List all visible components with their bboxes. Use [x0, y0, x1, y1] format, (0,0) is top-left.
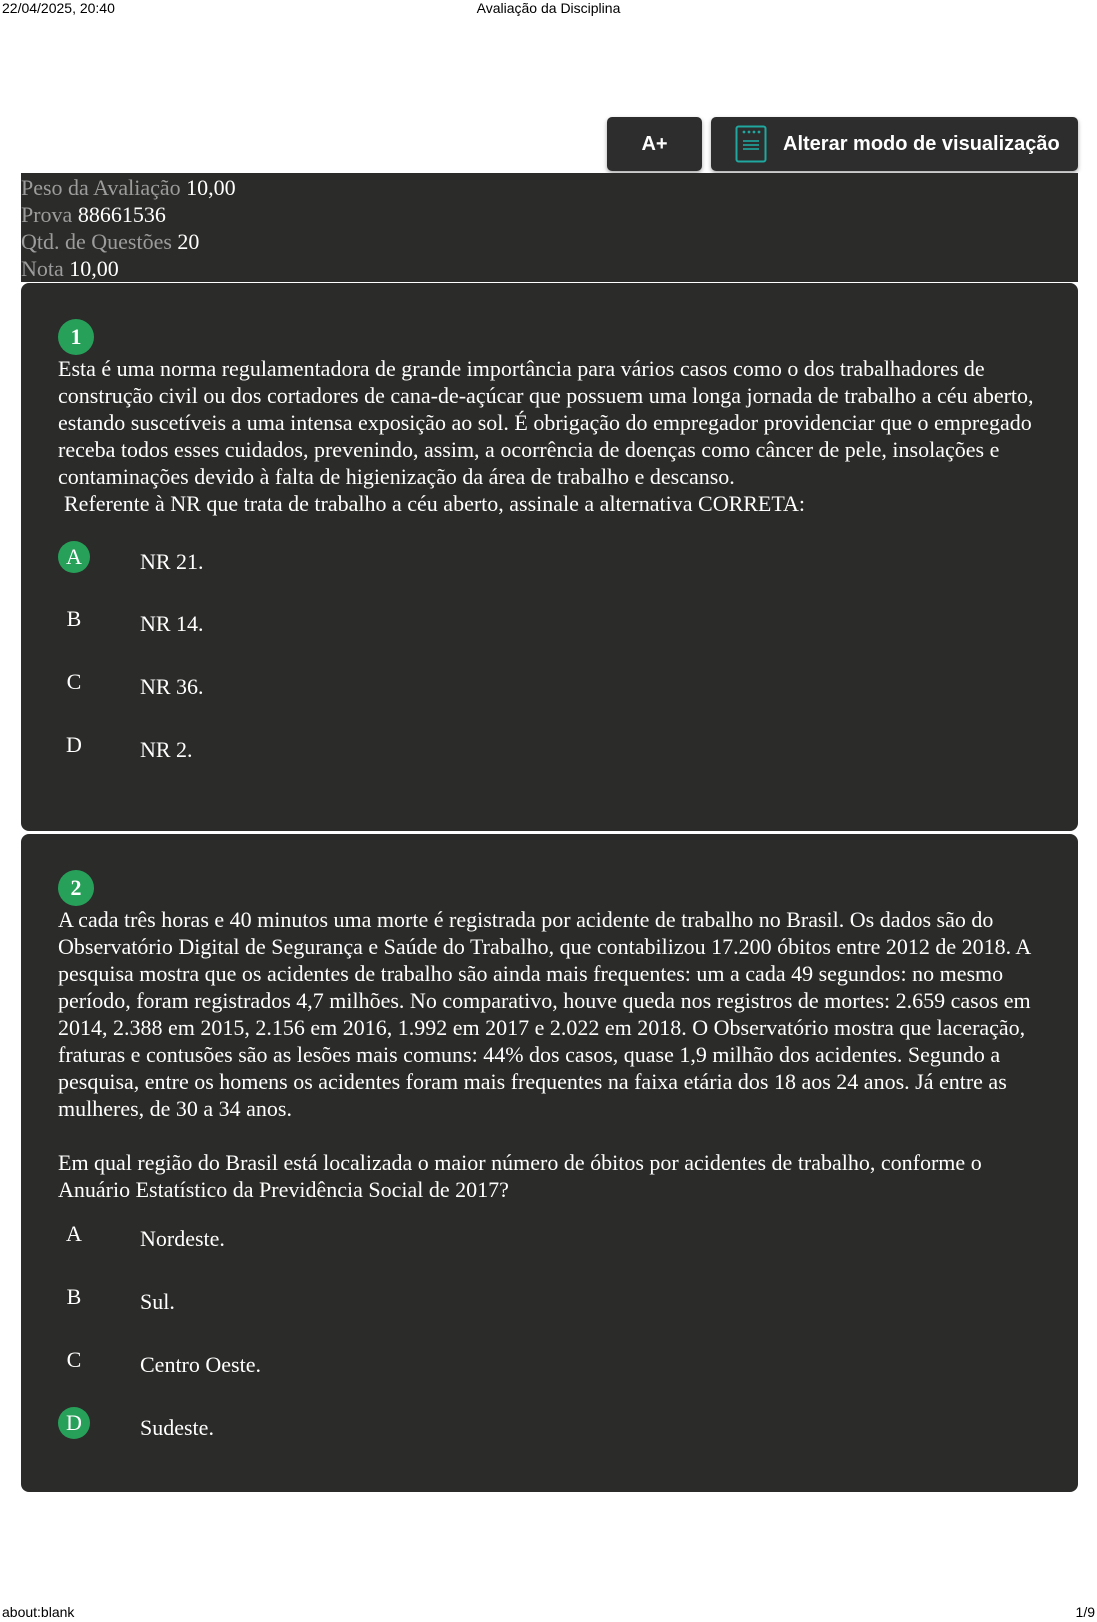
alternative-letter: C	[66, 669, 82, 694]
alternative-option[interactable]	[58, 1344, 1050, 1380]
question-prompt: Referente à NR que trata de trabalho a céu aberto, assinale a alternativa CORRETA:	[64, 491, 806, 516]
info-questions-label: Qtd. de Questões	[21, 229, 172, 254]
info-weight	[21, 174, 1078, 201]
print-header	[0, 0, 1097, 18]
question-statement: Esta é uma norma regulamentadora de grande importância para vários casos como o dos trabalhadores de construção civil ou dos cortadores de cana-de-açúcar que possuem uma longa jornada de trabalho a céu aberto, estando suscetíveis a uma intensa exposição ao sol. É obrigação do empregador providenciar que o empregado receba todos esses cuidados, prevenindo, assim, a ocorrência de doenças como câncer de pele, insolações e contaminações devido à falta de higienização da área de trabalho e descanso.	[58, 356, 1034, 489]
alternative-text: Sudeste.	[140, 1415, 214, 1440]
alternative-option[interactable]	[58, 541, 1050, 577]
print-footer	[0, 1604, 1097, 1622]
info-exam	[21, 201, 1078, 228]
alternative-option[interactable]	[58, 1281, 1050, 1317]
question-card	[21, 283, 1078, 831]
print-title: Avaliação da Disciplina	[476, 0, 621, 16]
alternative-letter: B	[66, 1284, 82, 1309]
exam-info-panel	[21, 173, 1078, 282]
info-exam-label: Prova	[21, 202, 73, 227]
question-number-badge: 1	[58, 319, 94, 355]
alternative-text: Centro Oeste.	[140, 1352, 261, 1377]
info-questions-value: 20	[177, 229, 200, 254]
info-grade	[21, 255, 1078, 282]
alternative-option[interactable]	[58, 729, 1050, 765]
increase-font-button[interactable]: A+	[607, 117, 702, 171]
alternative-option[interactable]	[58, 1218, 1050, 1254]
question-prompt: Em qual região do Brasil está localizada o maior número de óbitos por acidentes de trabalho, conforme o Anuário Estatístico da Previdência Social de 2017?	[58, 1150, 982, 1202]
alternative-option[interactable]	[58, 603, 1050, 639]
view-mode-label: Alterar modo de visualização	[783, 132, 1060, 155]
alternative-letter: B	[66, 606, 82, 631]
alternative-option[interactable]	[58, 1407, 1050, 1443]
view-mode-button[interactable]	[711, 117, 1078, 171]
alternative-text: Sul.	[140, 1289, 175, 1314]
alternative-letter: A	[66, 1221, 82, 1246]
alternative-text: NR 21.	[140, 549, 204, 574]
alternative-text: Nordeste.	[140, 1226, 225, 1251]
info-grade-value: 10,00	[69, 256, 119, 281]
info-weight-label: Peso da Avaliação	[21, 175, 181, 200]
question-statement: A cada três horas e 40 minutos uma morte é registrada por acidente de trabalho no Brasil. Os dados são do Observatório Digital de Segurança e Saúde do Trabalho, que contabilizou 17.200 óbitos entre 2012 de 2018. A pesquisa mostra que os acidentes de trabalho são ainda mais frequentes: um a cada 49 segundos: no mesmo período, foram registrados 4,7 milhões. No comparativo, houve queda nos registros de mortes: 2.659 casos em 2014, 2.388 em 2015, 2.156 em 2016, 1.992 em 2017 e 2.022 em 2018. O Observatório mostra que laceração, fraturas e contusões são as lesões mais comuns: 44% dos casos, quase 1,9 milhão dos acidentes. Segundo a pesquisa, entre os homens os acidentes foram mais frequentes na faixa etária dos 18 aos 24 anos. Já entre as mulheres, de 30 a 34 anos.	[58, 907, 1031, 1121]
question-card	[21, 834, 1078, 1492]
alternative-letter: D	[58, 1407, 90, 1439]
print-page-number: 1/9	[1075, 1604, 1095, 1620]
document-icon	[735, 125, 767, 163]
info-questions	[21, 228, 1078, 255]
alternative-text: NR 2.	[140, 737, 193, 762]
alternative-letter: A	[58, 541, 90, 573]
alternative-option[interactable]	[58, 666, 1050, 702]
alternative-text: NR 14.	[140, 611, 204, 636]
print-datetime: 22/04/2025, 20:40	[2, 0, 115, 16]
alternative-letter: C	[66, 1347, 82, 1372]
alternative-letter: D	[66, 732, 82, 757]
alternative-text: NR 36.	[140, 674, 204, 699]
question-text	[58, 355, 1050, 517]
info-exam-value: 88661536	[77, 202, 166, 227]
question-text	[58, 906, 1050, 1203]
info-grade-label: Nota	[21, 256, 64, 281]
print-url: about:blank	[2, 1604, 75, 1620]
question-number-badge: 2	[58, 870, 94, 906]
info-weight-value: 10,00	[186, 175, 236, 200]
